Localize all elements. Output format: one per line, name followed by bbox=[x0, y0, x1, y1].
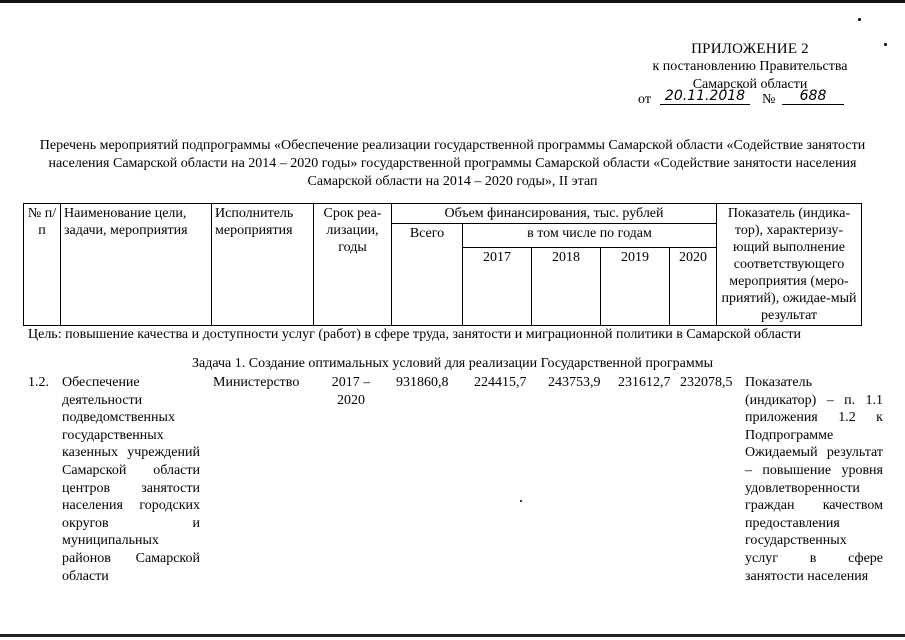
header-indicator: Показатель (индика-тор), характеризу-ющий выполнение соответствующего мероприятия (меро-приятий), ожидае-мый результат bbox=[717, 204, 862, 326]
appendix-region: Самарской области bbox=[692, 77, 808, 92]
handwritten-date: 20.11.2018 bbox=[660, 88, 750, 105]
header-year: 2019 bbox=[601, 248, 670, 326]
scan-speck bbox=[520, 500, 522, 502]
row-name: Обеспечение деятельности подведомственных государственных казенных учреждений Самарской области центров занятости населения городских округов и муниципальных районов Самарской области bbox=[62, 375, 200, 584]
header-year: 2020 bbox=[670, 248, 717, 326]
bottom-scan-border bbox=[0, 634, 905, 637]
header-by-years: в том числе по годам bbox=[463, 224, 717, 248]
row-number: 1.2. bbox=[28, 375, 49, 390]
header-year: 2017 bbox=[463, 248, 532, 326]
date-prefix: от bbox=[638, 92, 651, 107]
header-year: 2018 bbox=[532, 248, 601, 326]
row-2019: 231612,7 bbox=[618, 375, 671, 390]
table-header bbox=[23, 203, 862, 326]
header-executor: Исполнитель мероприятия bbox=[212, 204, 314, 326]
header-total: Всего bbox=[392, 224, 463, 326]
row-executor: Министерство bbox=[213, 375, 300, 390]
number-label: № bbox=[762, 92, 776, 107]
top-scan-border bbox=[0, 0, 905, 3]
handwritten-number: 688 bbox=[782, 88, 844, 105]
row-total: 931860,8 bbox=[396, 375, 449, 390]
row-term: 2017 – 2020 bbox=[331, 375, 371, 408]
document-title: Перечень мероприятий подпрограммы «Обеспечение реализации государственной программы Самарской области «Содействие занятости населения Самарской области на 2014 – 2020 годы» государственной программы Самарской области «Содействие занятости населения Самарской области на 2014 – 2020 годы», II этап bbox=[39, 138, 866, 189]
row-2018: 243753,9 bbox=[548, 375, 601, 390]
header-term: Срок реа-лизации, годы bbox=[314, 204, 392, 326]
appendix-ref: к постановлению Правительства bbox=[652, 59, 848, 74]
header-name: Наименование цели, задачи, мероприятия bbox=[61, 204, 212, 326]
scan-speck bbox=[858, 18, 861, 21]
row-expected-result: Ожидаемый результат – повышение уровня удовлетворенности граждан качеством предоставления государственных услуг в сфере занятости населения bbox=[745, 445, 883, 584]
row-result bbox=[745, 374, 883, 585]
row-2020: 232078,5 bbox=[680, 375, 733, 390]
row-2017: 224415,7 bbox=[474, 375, 527, 390]
header-no: № п/п bbox=[24, 204, 61, 326]
row-indicator: Показатель (индикатор) – п. 1.1 приложения 1.2 к Подпрограмме bbox=[745, 375, 883, 443]
appendix-block bbox=[600, 40, 900, 94]
appendix-title: ПРИЛОЖЕНИЕ 2 bbox=[691, 41, 809, 57]
task-text: Задача 1. Создание оптимальных условий для реализации Государственной программы bbox=[192, 356, 713, 371]
header-funding: Объем финансирования, тыс. рублей bbox=[392, 204, 717, 224]
goal-text: Цель: повышение качества и доступности услуг (работ) в сфере труда, занятости и миграционной политики в Самарской области bbox=[28, 327, 801, 342]
